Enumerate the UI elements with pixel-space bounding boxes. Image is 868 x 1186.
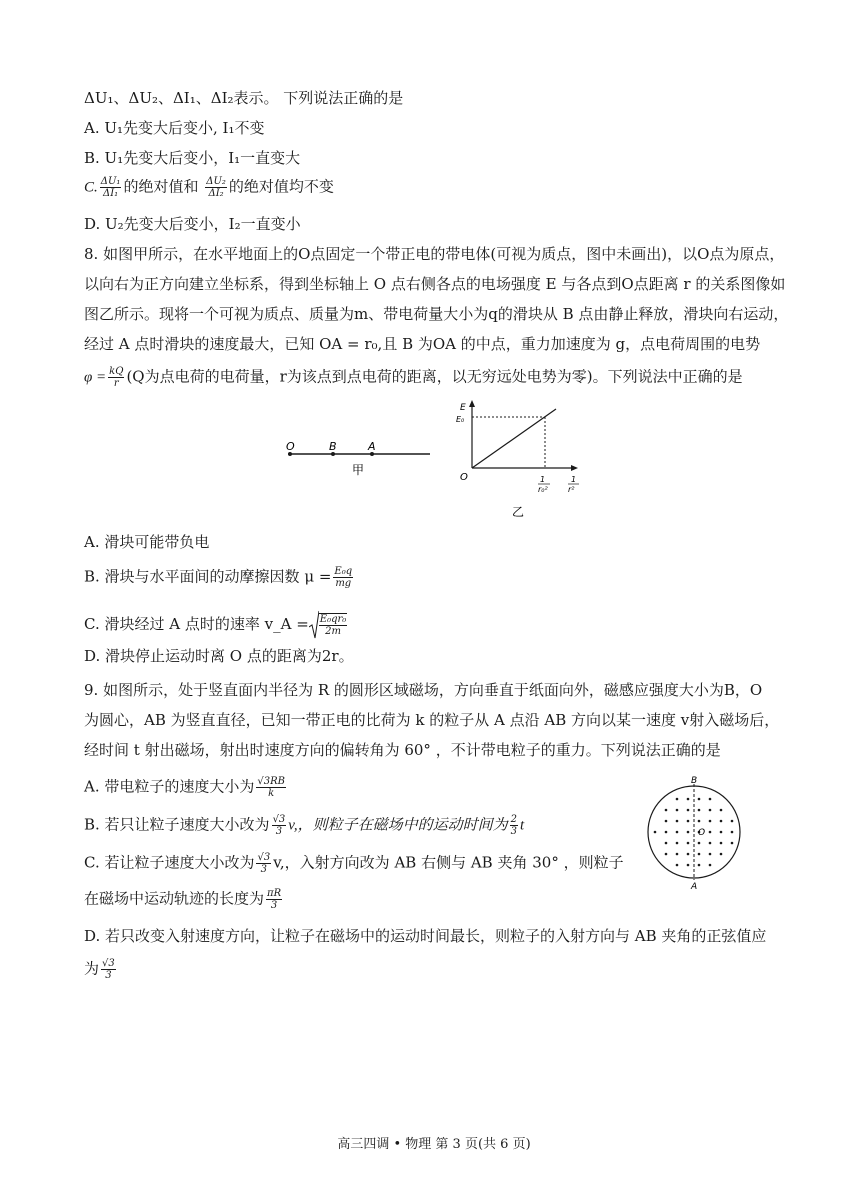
field-dot (687, 809, 690, 812)
field-dot (654, 831, 657, 834)
field-dot (698, 820, 701, 823)
field-dot (687, 853, 690, 856)
q8-option-b-frac (333, 566, 353, 589)
q9-option-a (84, 776, 288, 799)
q9-option-c-frac2 (266, 888, 282, 911)
field-dot (709, 853, 712, 856)
sqrt-sign (309, 610, 319, 640)
field-dot (676, 809, 679, 812)
label-e0: E₀ (456, 415, 465, 424)
label-e: E (460, 403, 466, 413)
q8-stem-line1: 8. 如图甲所示，在水平地面上的O点固定一个带正电的带电体(可视为质点，图中未画出)，以O点为原点， (84, 245, 785, 263)
frac-numerator: √3RB (257, 776, 285, 787)
frac-numerator: √3 (272, 814, 286, 825)
field-dot (676, 864, 679, 867)
q9-option-c-frac1 (256, 852, 271, 875)
field-dot (709, 798, 712, 801)
frac-denominator: 2m (325, 626, 341, 637)
frac-numerator: √3 (257, 852, 271, 863)
frac-numerator: √3 (102, 958, 115, 969)
q7-option-c-label: C. (84, 179, 98, 196)
page-footer: 高三四调 • 物理 第 3 页(共 6 页) (337, 1137, 531, 1152)
q7-option-d: D. U₂先变大后变小，I₂一直变小 (84, 215, 301, 233)
q9-option-b (84, 814, 524, 837)
q9-option-a-frac (256, 776, 286, 799)
field-line (472, 409, 556, 468)
field-dot (709, 864, 712, 867)
q9-stem-line2: 为圆心，AB 为竖直直径，已知一带正电的比荷为 k 的粒子从 A 点沿 AB 方向以某一速度 v射入磁场后， (84, 711, 780, 729)
frac-numerator: ΔU₂ (206, 176, 226, 187)
field-dot (731, 842, 734, 845)
q9-option-a-prefix: A. 带电粒子的速度大小为 (84, 777, 255, 796)
label-b: B (329, 440, 337, 453)
field-dot (709, 820, 712, 823)
frac-denominator: 3 (510, 826, 517, 837)
q8-option-c-sqrt (309, 610, 350, 640)
q7-option-c-suffix: 的绝对值均不变 (228, 177, 334, 196)
q8-option-b-prefix: B. 滑块与水平面间的动摩擦因数 μ = (84, 567, 332, 586)
q9-option-d-line1: D. 若只改变入射速度方向，让粒子在磁场中的运动时间最长，则粒子的入射方向与 AB 夹角的正弦值应 (84, 927, 767, 945)
q9-option-b-mid: v,，则粒子在磁场中的运动时间为 (288, 817, 508, 834)
field-dot (665, 809, 668, 812)
field-dot (720, 831, 723, 834)
field-dot (720, 809, 723, 812)
q7-option-c-frac2 (205, 176, 227, 199)
q8-stem-line3: 图乙所示。现将一个可视为质点、质量为m、带电荷量大小为q的滑块从 B 点由静止释放，滑块向右运动， (84, 305, 789, 323)
frac-denominator: k (268, 788, 275, 799)
q8-phi-frac (108, 366, 124, 389)
frac-numerator: ΔU₁ (100, 176, 121, 187)
y-axis-arrow (469, 400, 475, 407)
q8-stem-line4: 经过 A 点时滑块的速度最大，已知 OA = r₀,且 B 为OA 的中点，重力加速度为 g，点电荷周围的电势 (84, 335, 761, 353)
field-dot (676, 798, 679, 801)
frac-denominator: mg (335, 578, 352, 589)
q9-option-c (84, 852, 624, 875)
q9-option-d-line2 (84, 958, 118, 981)
q9-option-c-prefix: C. 若让粒子速度大小改为 (84, 853, 255, 872)
q7-option-c-mid: 的绝对值和 (123, 177, 199, 196)
field-dot (731, 831, 734, 834)
field-dot (665, 842, 668, 845)
q8-stem-line5 (84, 366, 743, 389)
q8-option-c-frac (319, 613, 348, 637)
field-dot (720, 820, 723, 823)
field-dot (709, 809, 712, 812)
field-dot (665, 820, 668, 823)
q8-option-c-prefix: C. 滑块经过 A 点时的速率 v_A = (84, 615, 309, 633)
frac-denominator: 3 (260, 864, 268, 875)
figure-jia (280, 430, 440, 490)
q7-option-c-frac1 (100, 176, 122, 199)
field-dot (720, 853, 723, 856)
field-dot (698, 809, 701, 812)
field-dot (665, 831, 668, 834)
field-dot (687, 864, 690, 867)
q8-stem-line2: 以向右为正方向建立坐标系，得到坐标轴上 O 点右侧各点的电场强度 E 与各点到O点距离 r 的关系图像如 (84, 275, 786, 293)
field-dot (676, 820, 679, 823)
frac-denominator: r (113, 378, 119, 389)
q9-option-c-line2 (84, 888, 284, 911)
question7-tail-text: ΔU₁、ΔU₂、ΔI₁、ΔI₂表示。 下列说法正确的是 (84, 89, 404, 107)
q9-option-d-line2-prefix: 为 (84, 959, 100, 978)
field-dot (698, 842, 701, 845)
label-rsq: r² (568, 485, 575, 494)
label-o: O (286, 440, 295, 453)
frac-denominator: 3 (270, 900, 278, 911)
field-dot (665, 853, 668, 856)
label-r-inv: 1 (571, 475, 577, 484)
caption-yi: 乙 (512, 505, 525, 519)
field-dot (720, 842, 723, 845)
q7-option-a: A. U₁先变大后变小, I₁不变 (84, 119, 265, 137)
field-dot (698, 864, 701, 867)
q9-option-b-frac1 (272, 814, 287, 837)
q9-magnetic-field-figure (640, 774, 748, 890)
field-dot (731, 820, 734, 823)
figure-yi (452, 398, 592, 522)
field-dot (709, 842, 712, 845)
label-o: O (698, 828, 706, 838)
q9-option-b-frac2 (510, 814, 518, 837)
label-b: B (691, 776, 698, 786)
q9-option-c-mid: v,，入射方向改为 AB 右侧与 AB 夹角 30° ，则粒子 (273, 853, 624, 872)
field-dot (709, 831, 712, 834)
frac-numerator: E₀q (334, 566, 353, 577)
field-dot (687, 831, 690, 834)
field-dot (687, 820, 690, 823)
q9-stem-line1: 9. 如图所示，处于竖直面内半径为 R 的圆形区域磁场，方向垂直于纸面向外，磁感应强度大小为B，O (84, 681, 763, 699)
q9-option-b-prefix: B. 若只让粒子速度大小改为 (84, 815, 270, 834)
label-r0sq: r₀² (538, 485, 548, 494)
frac-denominator: 3 (275, 826, 283, 837)
frac-denominator: ΔI₁ (103, 188, 119, 199)
label-a: A (368, 440, 376, 453)
frac-numerator: 2 (510, 814, 517, 825)
q8-option-a: A. 滑块可能带负电 (84, 533, 210, 551)
frac-numerator: kQ (109, 366, 124, 377)
field-dot (687, 798, 690, 801)
label-r0-inv: 1 (540, 475, 546, 484)
caption-jia: 甲 (352, 463, 365, 477)
field-dot (687, 842, 690, 845)
q8-phi-lhs: φ = (84, 369, 107, 386)
q7-option-c (84, 176, 334, 199)
x-axis-arrow (571, 465, 578, 471)
q8-option-c (84, 610, 349, 640)
frac-numerator: πR (267, 888, 282, 899)
field-dot (698, 798, 701, 801)
q9-option-d-frac (101, 958, 116, 981)
q9-option-b-suffix: t (519, 817, 525, 834)
q8-option-b (84, 566, 355, 589)
field-dot (698, 853, 701, 856)
q8-stem-line5-suffix: (Q为点电荷的电荷量，r为该点到点电荷的距离，以无穷远处电势为零)。下列说法中正确的是 (126, 367, 743, 386)
q9-option-c-line2-prefix: 在磁场中运动轨迹的长度为 (84, 889, 265, 908)
field-dot (676, 853, 679, 856)
q9-stem-line3: 经时间 t 射出磁场，射出时速度方向的偏转角为 60° ，不计带电粒子的重力。下列说法正确的是 (84, 741, 721, 759)
frac-denominator: 3 (105, 970, 112, 981)
label-o: O (460, 472, 468, 483)
label-a: A (691, 882, 698, 890)
frac-numerator: E₀qr₀ (319, 614, 347, 625)
field-dot (676, 842, 679, 845)
field-dot (676, 831, 679, 834)
q8-option-d: D. 滑块停止运动时离 O 点的距离为2r。 (84, 647, 354, 665)
frac-denominator: ΔI₂ (208, 188, 224, 199)
q7-option-b: B. U₁先变大后变小，I₁一直变大 (84, 149, 301, 167)
